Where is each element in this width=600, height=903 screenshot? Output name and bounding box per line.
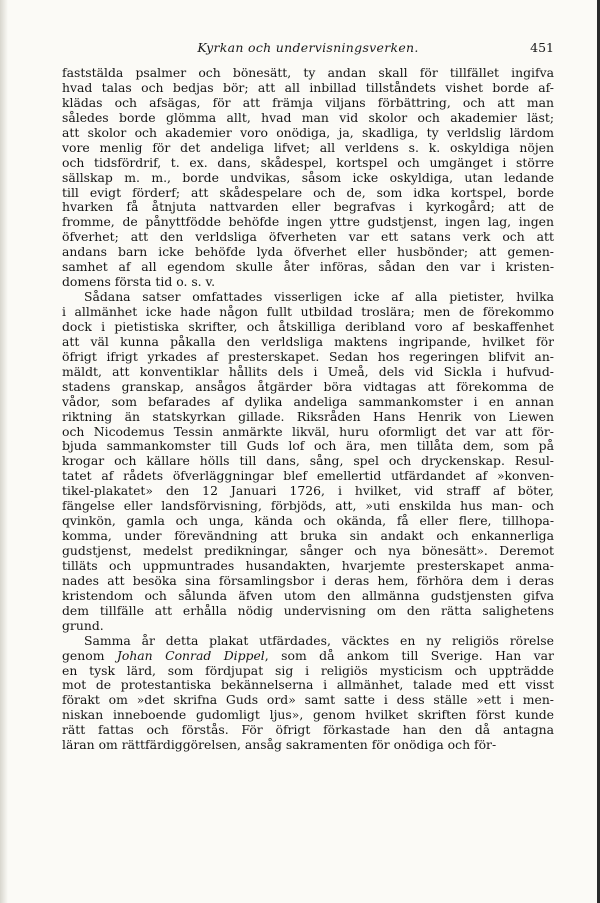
body-text bbox=[62, 66, 554, 753]
text-line: tikel-plakatet» den 12 Januari 1726, i hvilket, vid straff af böter, bbox=[62, 484, 554, 499]
text-line: fromme, de pånyttfödde behöfde ingen yttre gudstjenst, ingen lag, ingen bbox=[62, 215, 554, 230]
page-header bbox=[62, 40, 554, 62]
text-line: qvinkön, gamla och unga, kända och okända, få eller flere, tillhopa- bbox=[62, 514, 554, 529]
text-line: klädas och afsägas, för att främja viljans förbättring, och att man bbox=[62, 95, 554, 110]
text-line: bjuda sammankomster till Guds lof och ära, men tillåta dem, som på bbox=[62, 439, 554, 454]
text-line: kristendom och sålunda äfven utom den allmänna gudstjensten gifva bbox=[62, 588, 554, 603]
text-line: Sådana satser omfattades visserligen icke af alla pietister, hvilka bbox=[84, 290, 554, 305]
text-line: komma, under förevändning att bruka sin andakt och enkannerliga bbox=[62, 529, 554, 544]
page-number: 451 bbox=[530, 40, 554, 55]
text-line: dem tillfälle att erhålla nödig undervisning om den rätta salighetens bbox=[62, 603, 554, 618]
text-line: i allmänhet icke hade någon fullt utbildad troslära; men de förekommo bbox=[62, 305, 554, 319]
text-line: mäldt, att konventiklar hållits dels i Umeå, dels vid Sickla i hufvud- bbox=[62, 364, 554, 379]
text-line: fängelse eller landsförvisning, förbjöds, att, »uti enskilda hus man- och bbox=[62, 499, 554, 514]
text-line: genom Johan Conrad Dippel, som då ankom till Sverige. Han var bbox=[62, 648, 554, 663]
text-line: Samma år detta plakat utfärdades, väcktes en ny religiös rörelse bbox=[84, 633, 554, 648]
text-line: andans barn icke behöfde lyda öfverhet eller husbönder; att gemen- bbox=[62, 245, 554, 260]
text-line: riktning än statskyrkan gillade. Riksråden Hans Henrik von Liewen bbox=[62, 409, 554, 424]
text-line: förakt om »det skrifna Guds ord» samt satte i dess ställe »ett i men- bbox=[62, 693, 554, 708]
text-line: vådor, som befarades af dylika andeliga sammankomster i en annan bbox=[62, 394, 554, 409]
text-line: gudstjenst, medelst predikningar, sånger och nya bönesätt». Deremot bbox=[62, 544, 554, 558]
text-line: dock i pietistiska skrifter, och åtskilliga deribland voro af beskaffenhet bbox=[62, 319, 554, 334]
text-line: sällskap m. m., borde undvikas, såsom icke oskyldiga, utan ledande bbox=[62, 170, 554, 185]
text-line: och tidsfördrif, t. ex. dans, skådespel, kortspel och umgänget i större bbox=[62, 155, 554, 170]
text-line: nades att besöka sina församlingsbor i deras hem, förhöra dem i deras bbox=[62, 573, 554, 588]
text-line: faststälda psalmer och bönesätt, ty andan skall för tillfället ingifva bbox=[62, 66, 554, 80]
text-line: rätt fattas och förstås. För öfrigt förkastade han den då antagna bbox=[62, 723, 554, 738]
page-gutter-shadow bbox=[0, 0, 8, 903]
text-line: vore menlig för det andeliga lifvet; all verldens s. k. oskyldiga nöjen bbox=[62, 140, 554, 155]
text-line: en tysk lärd, som fördjupat sig i religiös mysticism och uppträdde bbox=[62, 663, 554, 678]
running-title: Kyrkan och undervisningsverken. bbox=[197, 40, 419, 55]
text-line: tatet af rådets öfverläggningar blef emellertid utfärdandet af »konven- bbox=[62, 469, 554, 484]
text-line: öfrigt ifrigt yrkades af presterskapet. Sedan hos regeringen blifvit an- bbox=[62, 349, 554, 364]
text-line: till evigt förderf; att skådespelare och de, som idka kortspel, borde bbox=[62, 185, 554, 200]
text-line: att väl kunna påkalla den verldsliga maktens ingripande, hvilket för bbox=[62, 334, 554, 349]
text-line: niskan inneboende gudomligt ljus», genom hvilket skriften först kunde bbox=[62, 708, 554, 723]
text-line: hvad talas och bedjas bör; att all inbillad tillståndets vishet borde af- bbox=[62, 80, 554, 95]
text-line: grund. bbox=[62, 618, 104, 633]
text-line: att skolor och akademier voro onödiga, ja, skadliga, ty verldslig lärdom bbox=[62, 125, 554, 140]
text-line: öfverhet; att den verldsliga öfverheten var ett satans verk och att bbox=[62, 230, 554, 245]
text-line: krogar och källare hölls till dans, sång, spel och dryckenskap. Resul- bbox=[62, 454, 554, 469]
text-line: läran om rättfärdiggörelsen, ansåg sakramenten för onödiga och för- bbox=[62, 738, 497, 753]
text-line: stadens granskap, ansågos åtgärder böra vidtagas att förekomma de bbox=[62, 379, 554, 394]
text-line: således borde glömma allt, hvad man vid skolor och akademier läst; bbox=[62, 110, 554, 125]
text-line: mot de protestantiska bekännelserna i allmänhet, talade med ett visst bbox=[62, 678, 554, 693]
text-line: domens första tid o. s. v. bbox=[62, 275, 216, 290]
text-line: tilläts och uppmuntrades husandakten, hvarjemte presterskapet anma- bbox=[62, 558, 554, 573]
text-line: och Nicodemus Tessin anmärkte likväl, huru oformligt det var att för- bbox=[62, 424, 554, 439]
text-line: hvarken få åtnjuta nattvarden eller begrafvas i kyrkogård; att de bbox=[62, 200, 554, 215]
text-line: samhet af all egendom skulle åter införas, sådan den var i kristen- bbox=[62, 260, 554, 275]
